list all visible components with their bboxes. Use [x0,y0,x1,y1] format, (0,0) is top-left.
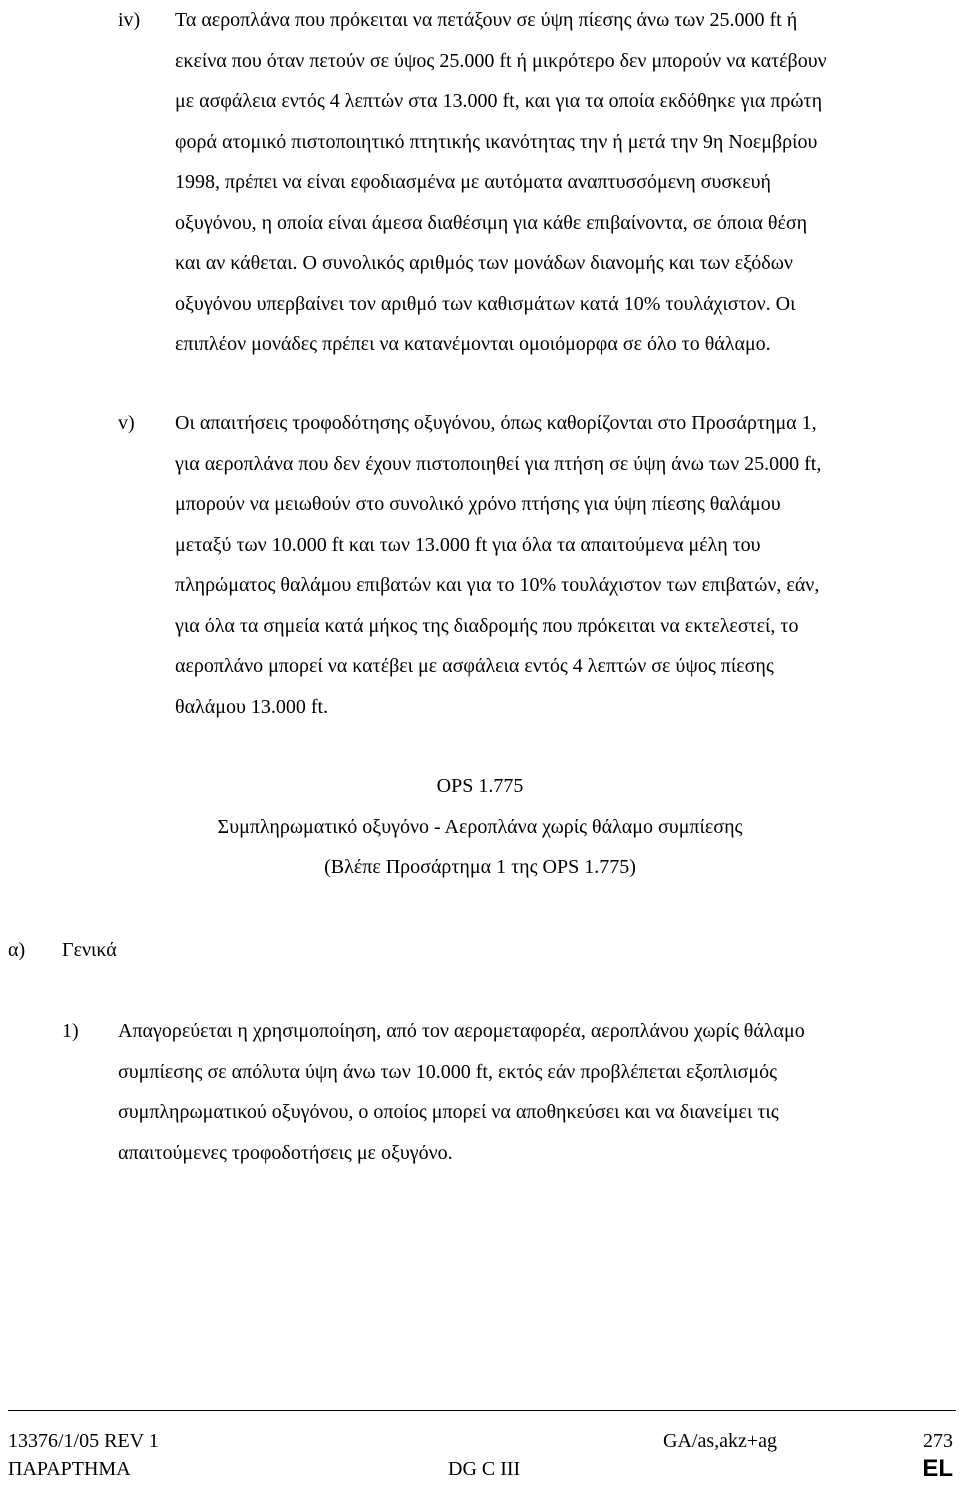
page-footer [8,1410,956,1483]
footer-row [8,1455,956,1483]
language-code: EL [922,1455,953,1482]
text-line: για όλα τα σημεία κατά μήκος της διαδρομής που πρόκειται να εκτελεστεί, το [175,614,799,637]
text-line: 1998, πρέπει να είναι εφοδιασμένα με αυτόματα αναπτυσσόμενη συσκευή [175,171,771,193]
text-line: φορά ατομικό πιστοποιητικό πτητικής ικανότητας την ή μετά την 9η Νοεμβρίου [175,130,818,153]
list-item-number: 1) [62,1020,79,1042]
page-number: 273 [923,1430,953,1452]
author-initials: GA/as,akz+ag [663,1430,778,1452]
text-line: αεροπλάνο μπορεί να κατέβει με ασφάλεια εντός 4 λεπτών σε ύψος πίεσης [175,655,774,677]
section-heading [0,766,960,888]
section-code: OPS 1.775 [436,775,524,797]
footer-row [8,1427,956,1455]
text-line: Τα αεροπλάνα που πρόκειται να πετάξουν σε ύψη πίεσης άνω των 25.000 ft ή [175,9,798,31]
text-line: οξυγόνου υπερβαίνει τον αριθμό των καθισμάτων κατά 10% τουλάχιστον. Οι [175,292,796,315]
text-line: πληρώματος θαλάμου επιβατών και για το 10% τουλάχιστον των επιβατών, εάν, [175,574,820,596]
text-line: συμπληρωματικού οξυγόνου, ο οποίος μπορεί να αποθηκεύσει και να διανείμει τις [118,1101,779,1123]
text-line: Οι απαιτήσεις τροφοδότησης οξυγόνου, όπως καθορίζονται στο Προσάρτημα 1, [175,412,817,434]
document-reference: 13376/1/05 REV 1 [8,1430,159,1452]
section-reference: (Βλέπε Προσάρτημα 1 της OPS 1.775) [324,856,636,878]
list-item-text [175,0,945,365]
list-item-number: v) [118,412,135,434]
annex-label: ΠΑΡΑΡΤΗΜΑ [8,1458,131,1480]
text-line: επιπλέον μονάδες πρέπει να κατανέμονται ομοιόμορφα σε όλο το θάλαμο. [175,333,771,355]
text-line: Απαγορεύεται η χρησιμοποίηση, από τον αερομεταφορέα, αεροπλάνου χωρίς θάλαμο [118,1020,805,1042]
text-line: απαιτούμενες τροφοδοτήσεις με οξυγόνο. [118,1141,453,1164]
text-line: θαλάμου 13.000 ft. [175,695,329,718]
list-item-text [118,1011,948,1173]
text-line: για αεροπλάνα που δεν έχουν πιστοποιηθεί για πτήση σε ύψη άνω των 25.000 ft, [175,452,822,475]
list-item-number: iv) [118,9,141,31]
text-line: μεταξύ των 10.000 ft και των 13.000 ft για όλα τα απαιτούμενα μέλη του [175,533,761,556]
text-line: με ασφάλεια εντός 4 λεπτών στα 13.000 ft, και για τα οποία εκδόθηκε για πρώτη [175,90,823,112]
subsection-number: α) [8,939,26,961]
text-line: συμπίεσης σε απόλυτα ύψη άνω των 10.000 ft, εκτός εάν προβλέπεται εξοπλισμός [118,1060,778,1083]
text-line: Γενικά [62,939,117,961]
subsection-title [62,930,942,971]
directorate-label: DG C III [448,1458,521,1480]
section-title: Συμπληρωματικό οξυγόνο - Αεροπλάνα χωρίς θάλαμο συμπίεσης [217,815,743,838]
text-line: εκείνα που όταν πετούν σε ύψος 25.000 ft ή μικρότερο δεν μπορούν να κατέβουν [175,49,827,72]
text-line: οξυγόνου, η οποία είναι άμεσα διαθέσιμη για κάθε επιβαίνοντα, σε όποια θέση [175,211,808,234]
list-item-text [175,403,945,727]
text-line: μπορούν να μειωθούν στο συνολικό χρόνο πτήσης για ύψη πίεσης θαλάμου [175,493,781,515]
text-line: και αν κάθεται. Ο συνολικός αριθμός των μονάδων διανομής και των εξόδων [175,252,793,274]
